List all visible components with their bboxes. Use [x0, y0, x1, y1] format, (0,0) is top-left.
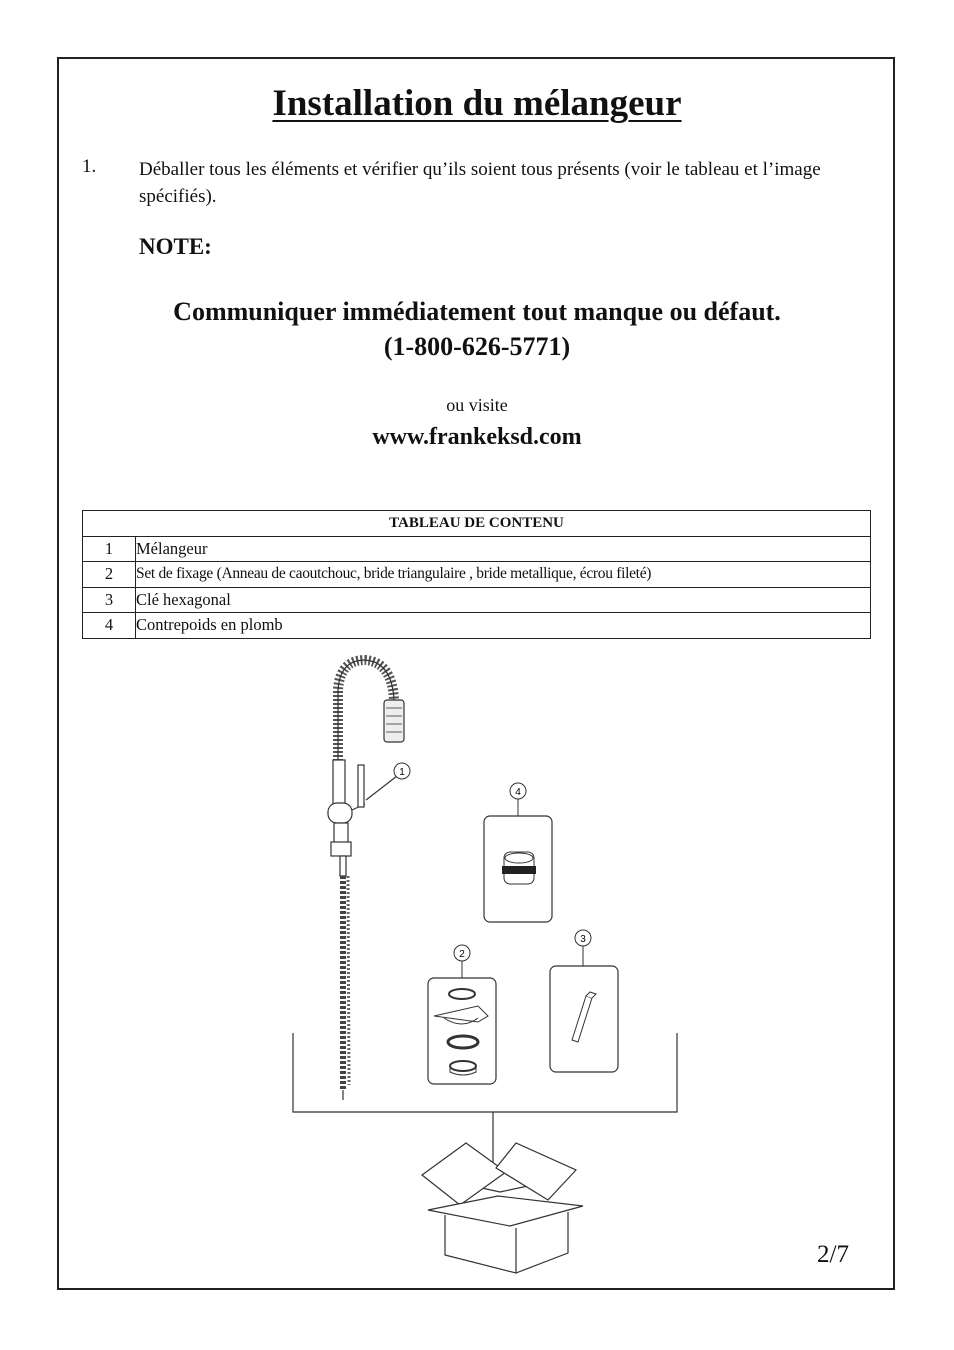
page-number: 2/7 [817, 1241, 849, 1268]
svg-text:4: 4 [515, 787, 521, 798]
box-drawing [422, 1143, 583, 1273]
notice-text: Communiquer immédiatement tout manque ou défaut. [173, 297, 781, 326]
lead-weight-drawing [484, 783, 552, 922]
row-number: 2 [83, 562, 136, 588]
row-description: Mélangeur [136, 536, 871, 562]
row-number: 1 [83, 536, 136, 562]
step-text: Déballer tous les éléments et vérifier qu’ils soient tous présents (voir le tableau et l’image spécifiés). [139, 159, 821, 207]
row-description: Clé hexagonal [136, 587, 871, 613]
phone-number: (1-800-626-5771) [383, 332, 571, 361]
step-number: 1. [82, 156, 97, 177]
svg-text:3: 3 [580, 934, 586, 945]
callout-1 [394, 763, 410, 779]
table-header: TABLEAU DE CONTENU [83, 511, 871, 537]
website-link[interactable]: www.frankeksd.com [372, 424, 582, 450]
row-description: Set de fixage (Anneau de caoutchouc, bride triangulaire , bride metallique, écrou fileté) [136, 562, 871, 588]
row-number: 4 [83, 613, 136, 639]
faucet-drawing [328, 660, 404, 1100]
svg-text:1: 1 [399, 767, 405, 778]
row-number: 3 [83, 587, 136, 613]
note-label: NOTE: [139, 234, 212, 259]
row-description: Contrepoids en plomb [136, 613, 871, 639]
or-visit-text: ou visite [446, 395, 508, 415]
page-title: Installation du mélangeur [272, 83, 682, 124]
svg-text:2: 2 [459, 949, 465, 960]
hex-key-drawing [550, 930, 618, 1072]
mounting-set-drawing [428, 945, 496, 1084]
